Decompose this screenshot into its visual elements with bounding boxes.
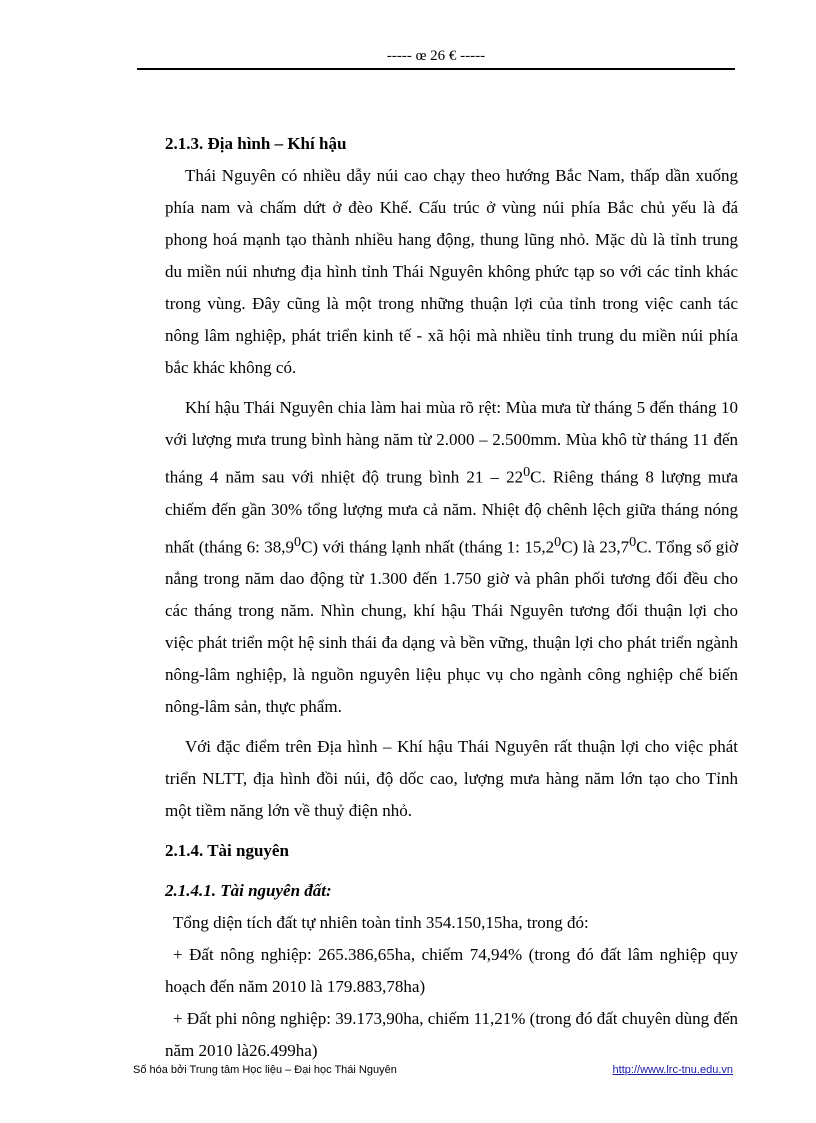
degree-superscript: 0: [294, 533, 302, 550]
page-number-header: ----- œ 26 € -----: [386, 48, 486, 64]
section-heading-2-1-3: 2.1.3. Địa hình – Khí hậu: [165, 134, 347, 153]
degree-superscript: 0: [629, 533, 637, 550]
paragraph-climate: [165, 392, 738, 723]
page-content: [165, 128, 738, 1067]
climate-text-a: Khí hậu Thái Nguyên chia làm hai mùa rõ rệt: Mùa mưa từ tháng 5 đến tháng 10 với lượng mưa trung bình hàng năm từ 2.000 – 2.500mm. Mùa khô từ tháng 11 đến tháng 4 năm sau với nhiệt độ trung bình 21 – 22: [165, 398, 738, 487]
degree-superscript: 0: [523, 464, 531, 480]
section-heading-2-1-4: 2.1.4. Tài nguyên: [165, 841, 289, 861]
page-footer: [133, 1061, 733, 1079]
paragraph-summary: Với đặc điểm trên Địa hình – Khí hậu Thái Nguyên rất thuận lợi cho việc phát triển NLTT, địa hình đồi núi, độ dốc cao, lượng mưa hàng năm lớn tạo cho Tỉnh một tiềm năng lớn về thuỷ điện nhỏ.: [165, 737, 738, 821]
degree-superscript: 0: [554, 533, 562, 550]
climate-text-e: C. Tổng số giờ nắng trong năm dao động từ 1.300 đến 1.750 giờ và phân phối tương đối đều cho các tháng trong năm. Nhìn chung, khí hậu Thái Nguyên tương đối thuận lợi cho việc phát triển một hệ sinh thái đa dạng và bền vững, thuận lợi cho phát triển ngành nông-lâm nghiệp, là nguồn nguyên liệu phục vụ cho ngành công nghiệp chế biến nông-lâm sản, thực phẩm.: [165, 537, 738, 717]
subsection-heading-land: 2.1.4.1. Tài nguyên đất:: [165, 881, 332, 901]
land-total-line: Tổng diện tích đất tự nhiên toàn tỉnh 354.150,15ha, trong đó:: [173, 913, 589, 933]
footer-credit: Số hóa bởi Trung tâm Học liệu – Đại học Thái Nguyên: [133, 1064, 397, 1076]
paragraph-terrain: Thái Nguyên có nhiều dẫy núi cao chạy theo hướng Bắc Nam, thấp dần xuống phía nam và chấm dứt ở đèo Khế. Cấu trúc ở vùng núi phía Bắc chủ yếu là đá phong hoá mạnh tạo thành nhiều hang động, thung lũng nhỏ. Mặc dù là tỉnh trung du miền núi nhưng địa hình tỉnh Thái Nguyên không phức tạp so với các tỉnh khác trong vùng. Đây cũng là một trong những thuận lợi của tỉnh trong việc canh tác nông lâm nghiệp, phát triển kinh tế - xã hội mà nhiều tỉnh trung du miền núi phía bắc khác không có.: [165, 166, 738, 377]
climate-text-d: C) là 23,7: [561, 537, 630, 557]
land-agriculture-line: + Đất nông nghiệp: 265.386,65ha, chiếm 74,94% (trong đó đất lâm nghiệp quy hoạch đến năm 2010 là 179.883,78ha): [165, 945, 738, 997]
climate-text-b: C. Riêng tháng 8 lượng mưa chiếm đến gần 30% tổng lượng mưa cả năm. Nhiệt độ chênh lệch giữa tháng nóng nhất (tháng 6: 38,9: [165, 467, 739, 557]
header-divider: [137, 68, 735, 70]
footer-link[interactable]: http://www.lrc-tnu.edu.vn: [612, 1064, 733, 1076]
climate-text-c: C) với tháng lạnh nhất (tháng 1: 15,2: [301, 537, 555, 557]
land-non-agriculture-line: + Đất phi nông nghiệp: 39.173,90ha, chiếm 11,21% (trong đó đất chuyên dùng đến năm 2010 là26.499ha): [165, 1009, 738, 1061]
